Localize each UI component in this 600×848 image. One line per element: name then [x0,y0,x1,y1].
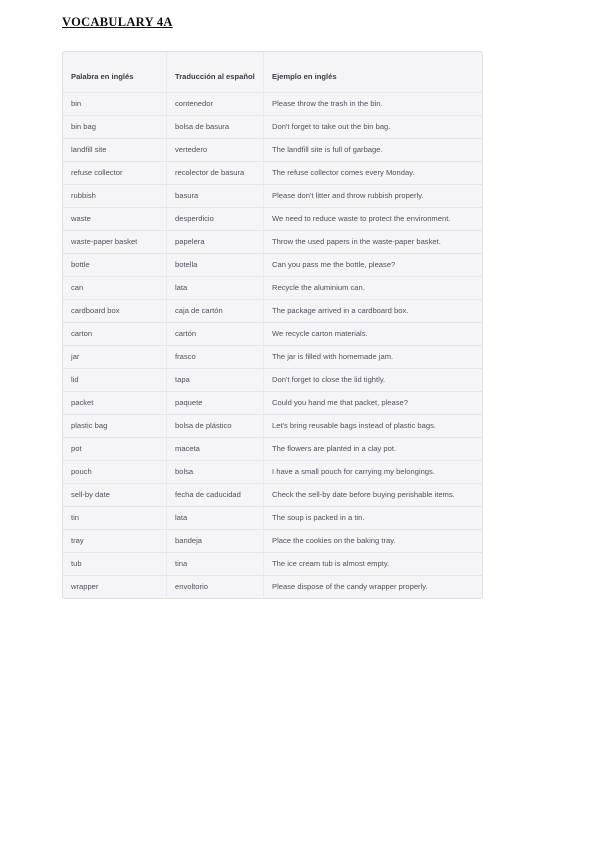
table-row [63,506,482,529]
word-cell: waste-paper basket [63,230,166,253]
example-cell: I have a small pouch for carrying my belongings. [263,460,482,483]
table-row [63,276,482,299]
word-cell: bin [63,92,166,115]
word-cell: sell-by date [63,483,166,506]
translation-cell: lata [166,506,263,529]
table-row [63,483,482,506]
example-cell: Please dispose of the candy wrapper properly. [263,575,482,598]
table-row [63,322,482,345]
example-cell: The package arrived in a cardboard box. [263,299,482,322]
example-cell: Don't forget to take out the bin bag. [263,115,482,138]
table-row [63,552,482,575]
translation-cell: contenedor [166,92,263,115]
word-cell: lid [63,368,166,391]
example-cell: Place the cookies on the baking tray. [263,529,482,552]
table-row [63,529,482,552]
table-row [63,575,482,598]
example-cell: The soup is packed in a tin. [263,506,482,529]
translation-cell: papelera [166,230,263,253]
table-row [63,368,482,391]
example-cell: Could you hand me that packet, please? [263,391,482,414]
table-row [63,345,482,368]
example-cell: Can you pass me the bottle, please? [263,253,482,276]
translation-cell: bolsa [166,460,263,483]
word-cell: tub [63,552,166,575]
translation-cell: lata [166,276,263,299]
word-cell: landfill site [63,138,166,161]
translation-cell: bandeja [166,529,263,552]
word-cell: refuse collector [63,161,166,184]
word-cell: pouch [63,460,166,483]
translation-cell: maceta [166,437,263,460]
translation-cell: envoltorio [166,575,263,598]
word-cell: waste [63,207,166,230]
header-row [63,52,482,92]
example-cell: The flowers are planted in a clay pot. [263,437,482,460]
translation-cell: botella [166,253,263,276]
word-cell: rubbish [63,184,166,207]
example-cell: Recycle the aluminium can. [263,276,482,299]
table-row [63,184,482,207]
example-cell: The jar is filled with homemade jam. [263,345,482,368]
word-cell: carton [63,322,166,345]
table-row [63,138,482,161]
table-row [63,115,482,138]
translation-cell: basura [166,184,263,207]
translation-cell: bolsa de basura [166,115,263,138]
translation-cell: vertedero [166,138,263,161]
translation-cell: tina [166,552,263,575]
example-cell: The ice cream tub is almost empty. [263,552,482,575]
table-row [63,207,482,230]
example-cell: Let's bring reusable bags instead of plastic bags. [263,414,482,437]
table-row [63,161,482,184]
table-row [63,230,482,253]
word-cell: wrapper [63,575,166,598]
example-cell: Throw the used papers in the waste-paper basket. [263,230,482,253]
example-cell: Check the sell-by date before buying perishable items. [263,483,482,506]
example-cell: Please don't litter and throw rubbish properly. [263,184,482,207]
translation-cell: bolsa de plástico [166,414,263,437]
example-cell: The refuse collector comes every Monday. [263,161,482,184]
table-row [63,299,482,322]
word-cell: bin bag [63,115,166,138]
translation-cell: paquete [166,391,263,414]
vocabulary-table-header [63,52,482,92]
word-cell: bottle [63,253,166,276]
word-cell: pot [63,437,166,460]
translation-cell: fecha de caducidad [166,483,263,506]
translation-cell: recolector de basura [166,161,263,184]
table-row [63,460,482,483]
vocab-table-body [63,92,482,598]
header-translation-column: Traducción al español [166,52,263,92]
table-row [63,253,482,276]
example-cell: We recycle carton materials. [263,322,482,345]
translation-cell: cartón [166,322,263,345]
table-row [63,92,482,115]
word-cell: tray [63,529,166,552]
translation-cell: tapa [166,368,263,391]
vocabulary-table [62,51,483,599]
example-cell: The landfill site is full of garbage. [263,138,482,161]
translation-cell: frasco [166,345,263,368]
translation-cell: desperdicio [166,207,263,230]
word-cell: can [63,276,166,299]
word-cell: cardboard box [63,299,166,322]
example-cell: Please throw the trash in the bin. [263,92,482,115]
table-row [63,437,482,460]
page-title: VOCABULARY 4A [62,15,173,29]
word-cell: jar [63,345,166,368]
word-cell: packet [63,391,166,414]
translation-cell: caja de cartón [166,299,263,322]
word-cell: tin [63,506,166,529]
word-cell: plastic bag [63,414,166,437]
table-row [63,414,482,437]
example-cell: We need to reduce waste to protect the environment. [263,207,482,230]
example-cell: Don't forget to close the lid tightly. [263,368,482,391]
header-word-column: Palabra en inglés [71,72,134,81]
table-row [63,391,482,414]
header-example-column: Ejemplo en inglés [263,52,482,92]
